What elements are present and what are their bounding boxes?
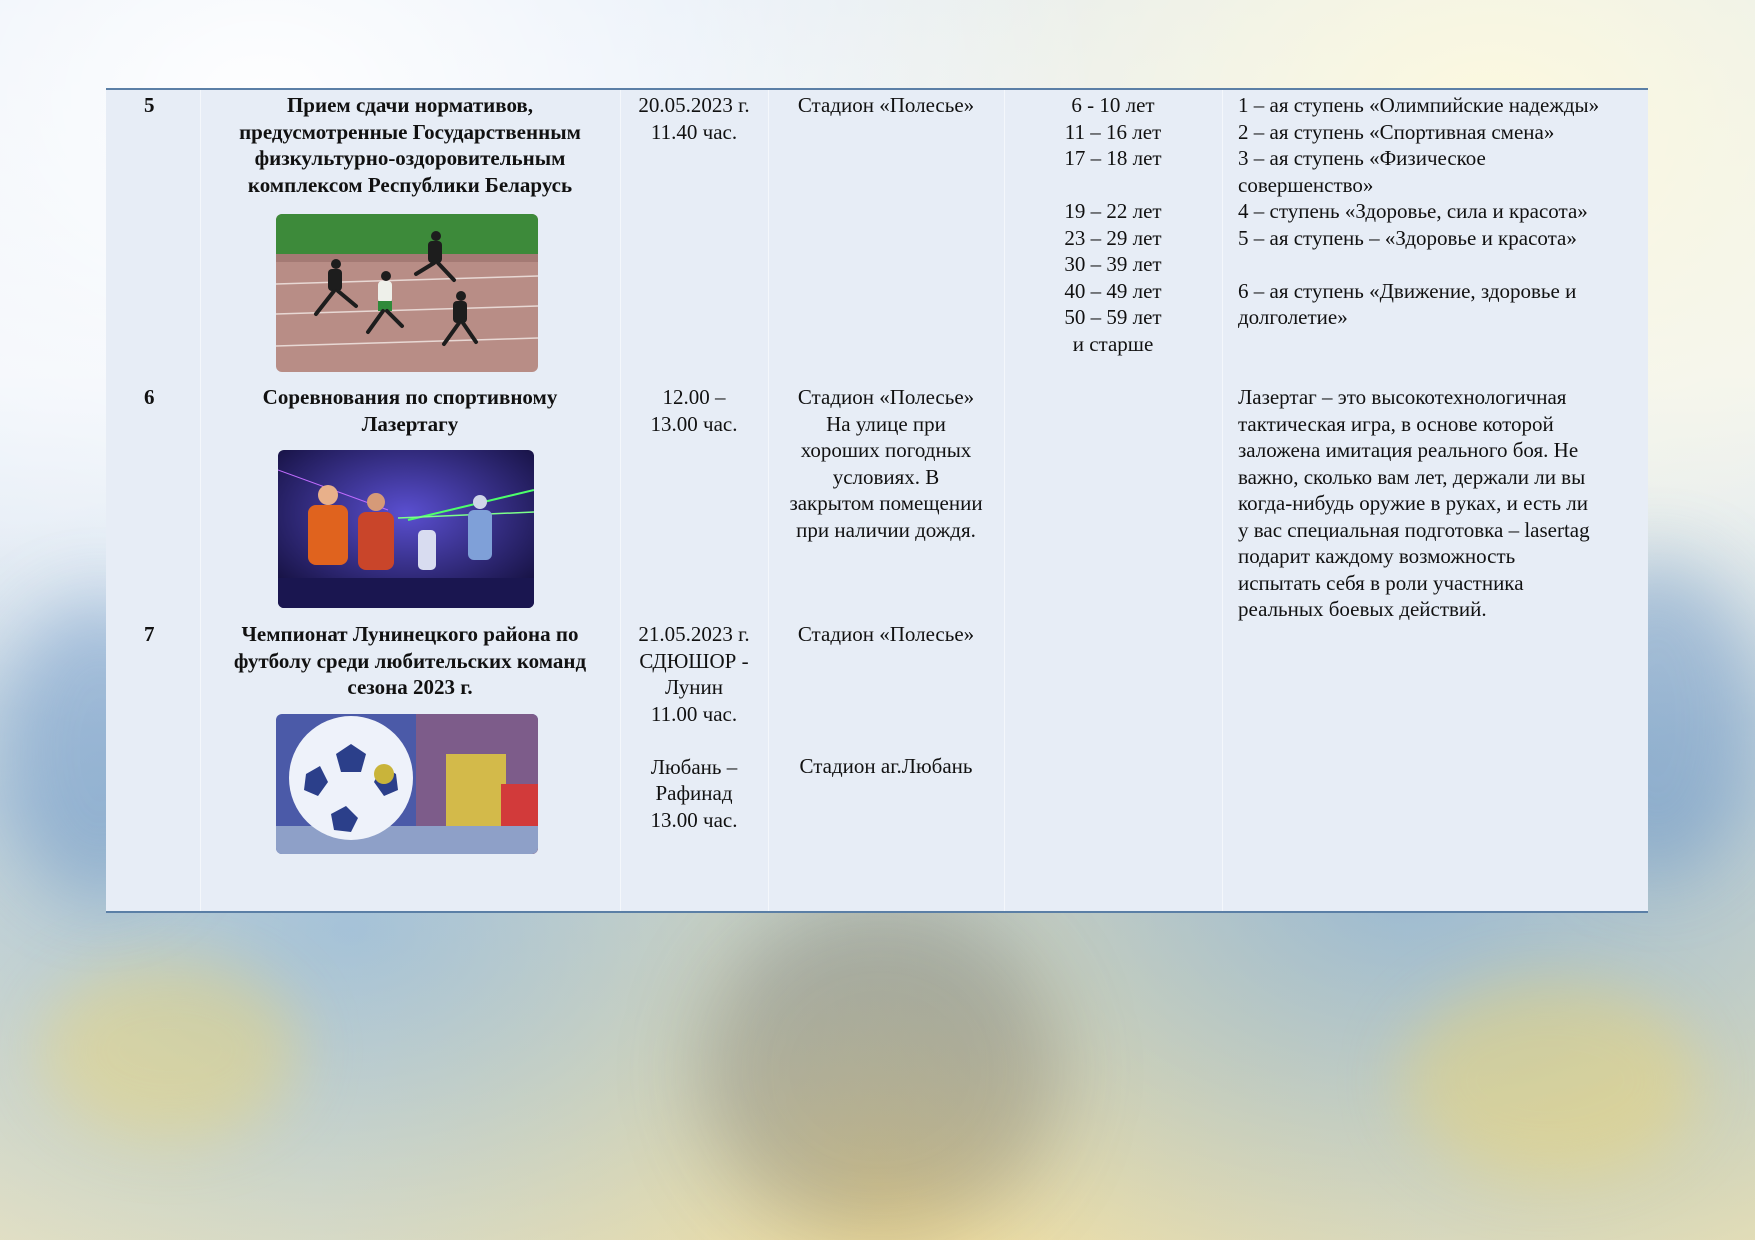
event-description: Лазертаг – это высокотехнологичная тактическая игра, в основе которой заложена имитация реального боя. Не важно, сколько вам лет, держали ли вы когда-нибудь оружие в руках, и есть ли у вас специальная подготовка – lasertag подарит каждому возможность испытать себя в роли участника реальных боевых действий. [1238,385,1590,621]
event-title: Соревнования по спортивному Лазертагу [262,385,558,436]
event-date: 21.05.2023 г. СДЮШОР - Лунин 11.00 час. Любань – Рафинад 13.00 час. [638,622,750,832]
running-athletes-photo [276,214,538,372]
row-number: 6 [144,385,155,409]
event-place-secondary: Стадион аг.Любань [799,754,973,778]
event-place: Стадион «Полесье» На улице при хороших погодных условиях. В закрытом помещении при наличии дождя. [789,385,983,542]
event-title: Чемпионат Лунинецкого района по футболу среди любительских команд сезона 2023 г. [233,622,587,699]
event-time: 12.00 – 13.00 час. [650,385,738,436]
event-place: Стадион «Полесье» [797,622,975,646]
background-confetti [1400,980,1700,1180]
event-title: Прием сдачи нормативов, предусмотренные Государственным физкультурно-оздоровительным комплексом Республики Беларусь [239,93,581,197]
football-ball-photo [276,714,538,854]
row-number: 7 [144,622,155,646]
stage-list: 1 – ая ступень «Олимпийские надежды» 2 – ая ступень «Спортивная смена» 3 – ая ступень «Физическое совершенство» 4 – ступень «Здоровье, сила и красота» 5 – ая ступень – «Здоровье и красота» 6 – ая ступень «Движение, здоровье и долголетие» [1238,93,1600,329]
age-groups: 6 - 10 лет 11 – 16 лет 17 – 18 лет 19 – 22 лет 23 – 29 лет 30 – 39 лет 40 – 49 лет 50 – 59 лет и старше [1064,93,1162,356]
background-confetti [40,960,300,1140]
background-track [700,900,1060,1240]
event-place: Стадион «Полесье» [797,93,975,117]
row-number: 5 [144,93,155,117]
lasertag-players-photo [278,450,534,608]
event-date: 20.05.2023 г. 11.40 час. [638,93,750,144]
events-table [106,88,1648,913]
